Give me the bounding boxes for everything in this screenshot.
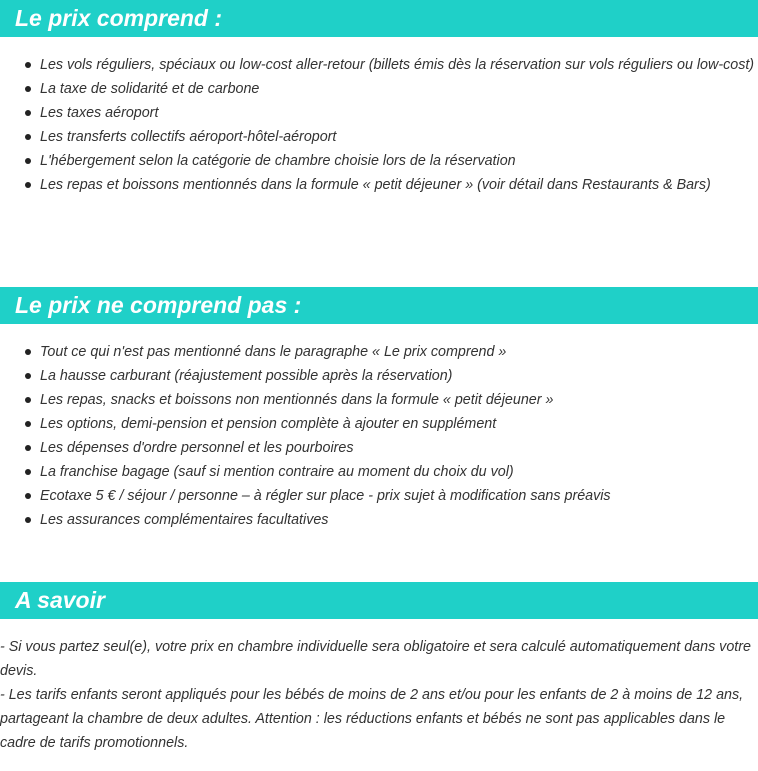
info-text <box>0 635 756 755</box>
bullet-dot-icon <box>25 469 31 475</box>
section-title-included: Le prix comprend : <box>15 5 223 31</box>
list-item <box>0 173 754 197</box>
list-item <box>0 460 611 484</box>
list-item-text: Les repas et boissons mentionnés dans la formule « petit déjeuner » (voir détail dans Restaurants & Bars) <box>40 177 711 193</box>
bullet-dot-icon <box>25 62 31 68</box>
list-item-text: La franchise bagage (sauf si mention contraire au moment du choix du vol) <box>40 464 514 480</box>
section-header-excluded <box>0 287 758 324</box>
list-item-text: Tout ce qui n'est pas mentionné dans le paragraphe « Le prix comprend » <box>40 344 507 360</box>
list-item <box>0 436 611 460</box>
list-item-text: Les taxes aéroport <box>40 105 159 121</box>
list-item <box>0 101 754 125</box>
list-item-text: Les transferts collectifs aéroport-hôtel-aéroport <box>40 129 337 145</box>
list-item-text: Ecotaxe 5 € / séjour / personne – à régler sur place - prix sujet à modification sans préavis <box>40 488 611 504</box>
list-item <box>0 412 611 436</box>
bullet-dot-icon <box>25 158 31 164</box>
list-item <box>0 484 611 508</box>
bullet-dot-icon <box>25 349 31 355</box>
list-item-text: Les dépenses d'ordre personnel et les pourboires <box>40 440 354 456</box>
list-item <box>0 364 611 388</box>
list-item <box>0 388 611 412</box>
section-title-excluded: Le prix ne comprend pas : <box>15 292 302 318</box>
bullet-dot-icon <box>25 134 31 140</box>
bullet-dot-icon <box>25 493 31 499</box>
bullet-dot-icon <box>25 182 31 188</box>
bullet-dot-icon <box>25 421 31 427</box>
list-item <box>0 53 754 77</box>
list-item-text: Les repas, snacks et boissons non mentionnés dans la formule « petit déjeuner » <box>40 392 554 408</box>
list-item-text: Les vols réguliers, spéciaux ou low-cost aller-retour (billets émis dès la réservation sur vols réguliers ou low-cost) <box>40 57 755 73</box>
list-item-text: Les options, demi-pension et pension complète à ajouter en supplément <box>40 416 497 432</box>
list-item-text: L'hébergement selon la catégorie de chambre choisie lors de la réservation <box>40 153 516 169</box>
list-item <box>0 77 754 101</box>
bullet-dot-icon <box>25 445 31 451</box>
section-header-info <box>0 582 758 619</box>
bullet-dot-icon <box>25 373 31 379</box>
list-item <box>0 508 611 532</box>
list-item-text: La taxe de solidarité et de carbone <box>40 81 260 97</box>
list-item <box>0 149 754 173</box>
bullet-dot-icon <box>25 86 31 92</box>
bullet-dot-icon <box>25 110 31 116</box>
list-item <box>0 340 611 364</box>
bullet-dot-icon <box>25 397 31 403</box>
included-list <box>0 53 754 197</box>
info-paragraph: - Les tarifs enfants seront appliqués pour les bébés de moins de 2 ans et/ou pour les enfants de 2 à moins de 12 ans, partageant la chambre de deux adultes. Attention : les réductions enfants et bébés ne sont pas applicables dans le cadre de tarifs promotionnels. <box>0 687 744 751</box>
info-paragraph: - Si vous partez seul(e), votre prix en chambre individuelle sera obligatoire et sera calculé automatiquement dans votre devis. <box>0 639 751 679</box>
bullet-dot-icon <box>25 517 31 523</box>
section-header-included <box>0 0 758 37</box>
list-item-text: La hausse carburant (réajustement possible après la réservation) <box>40 368 453 384</box>
excluded-list <box>0 340 611 532</box>
section-title-info: A savoir <box>15 587 105 613</box>
list-item-text: Les assurances complémentaires facultatives <box>40 512 329 528</box>
list-item <box>0 125 754 149</box>
